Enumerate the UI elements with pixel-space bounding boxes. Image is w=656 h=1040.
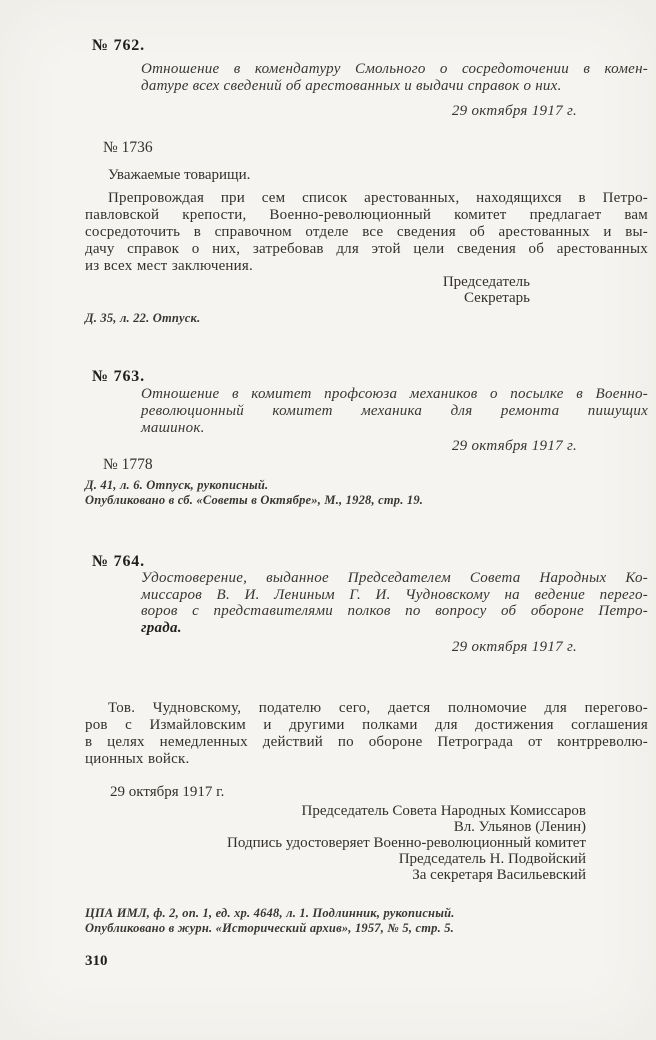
text-line: За секретаря Васильевский xyxy=(412,867,586,884)
doc-764-body xyxy=(85,700,648,768)
text-line: дачу справок о них, затребовав для этой цели сведения об арестованных xyxy=(85,241,648,257)
doc-763-ref-number: № 1778 xyxy=(103,456,153,473)
text-line: революционный комитет механика для ремонта пишущих xyxy=(141,403,648,419)
text-line: Председатель Совета Народных Комиссаров xyxy=(301,802,586,819)
doc-764-date-line: 29 октября 1917 г. xyxy=(110,783,225,800)
doc-762-number: № 762. xyxy=(92,37,145,54)
doc-762-signatures xyxy=(85,275,648,306)
text-line: сосредоточить в справочном отделе все сведения об арестованных и вы- xyxy=(85,224,648,240)
text-line: Препровождая при сем список арестованных, находящихся в Петро- xyxy=(108,190,648,206)
doc-764-title-last-word: града. xyxy=(141,619,182,636)
text-line: Секретарь xyxy=(463,289,530,306)
text-line: Удостоверение, выданное Председателем Совета Народных Ко- xyxy=(141,570,648,586)
text-line: машинок. xyxy=(141,420,205,436)
doc-762-date: 29 октября 1917 г. xyxy=(451,103,577,119)
document-763 xyxy=(85,368,648,508)
doc-763-publication-note: Опубликовано в сб. «Советы в Октябре», М., 1928, стр. 19. xyxy=(85,493,424,507)
text-line: в целях немедленных действий по обороне Петрограда от контрреволю- xyxy=(85,733,648,750)
doc-763-title xyxy=(141,386,648,437)
doc-764-date: 29 октября 1917 г. xyxy=(451,638,577,655)
document-762 xyxy=(85,37,648,326)
doc-762-ref-number: № 1736 xyxy=(103,139,153,156)
doc-763-date: 29 октября 1917 г. xyxy=(451,438,577,454)
doc-763-archival-note: Д. 41, л. 6. Отпуск, рукописный. xyxy=(85,478,269,492)
text-line: Председатель Н. Подвойский xyxy=(398,851,586,868)
doc-764-archival-note: ЦПА ИМЛ, ф. 2, оп. 1, ед. хр. 4648, л. 1. Подлинник, рукописный. xyxy=(85,905,455,920)
text-line: Вл. Ульянов (Ленин) xyxy=(453,818,586,835)
text-line: датуре всех сведений об арестованных и выдачи справок о них. xyxy=(141,78,562,94)
text-line: воров с представителями полков по вопросу об обороне Петро- xyxy=(141,603,648,619)
doc-764-publication-note: Опубликовано в журн. «Исторический архив», 1957, № 5, стр. 5. xyxy=(85,920,455,935)
page-content xyxy=(85,0,648,970)
doc-764-number: № 764. xyxy=(92,553,145,570)
text-line: ционных войск. xyxy=(85,750,190,767)
text-line: Подпись удостоверяет Военно-революционный комитет xyxy=(227,834,586,851)
text-line: Председатель xyxy=(442,274,530,290)
text-line: Отношение в комендатуру Смольного о сосредоточении в комен- xyxy=(141,61,648,77)
text-line: Тов. Чудновскому, подателю сего, дается полномочие для перегово- xyxy=(108,699,648,716)
doc-764-title xyxy=(141,570,648,620)
document-764 xyxy=(85,554,648,936)
doc-762-title xyxy=(141,61,648,95)
doc-763-notes xyxy=(85,478,648,508)
page-number: 310 xyxy=(85,952,108,969)
doc-762-salutation: Уважаемые товарищи. xyxy=(108,167,251,183)
text-line: из всех мест заключения. xyxy=(85,258,253,274)
doc-762-archival-note: Д. 35, л. 22. Отпуск. xyxy=(85,311,201,325)
doc-764-notes xyxy=(85,906,648,936)
text-line: Отношение в комитет профсоюза механиков о посылке в Военно- xyxy=(141,386,648,402)
text-line: павловской крепости, Военно-революционный комитет предлагает вам xyxy=(85,207,648,223)
doc-764-signatures xyxy=(85,803,648,884)
text-line: ров с Измайловским и другими полками для достижения соглашения xyxy=(85,716,648,733)
text-line: миссаров В. И. Лениным Г. И. Чудновскому на ведение перего- xyxy=(141,586,648,603)
doc-763-number: № 763. xyxy=(92,368,145,385)
doc-762-body xyxy=(85,190,648,275)
